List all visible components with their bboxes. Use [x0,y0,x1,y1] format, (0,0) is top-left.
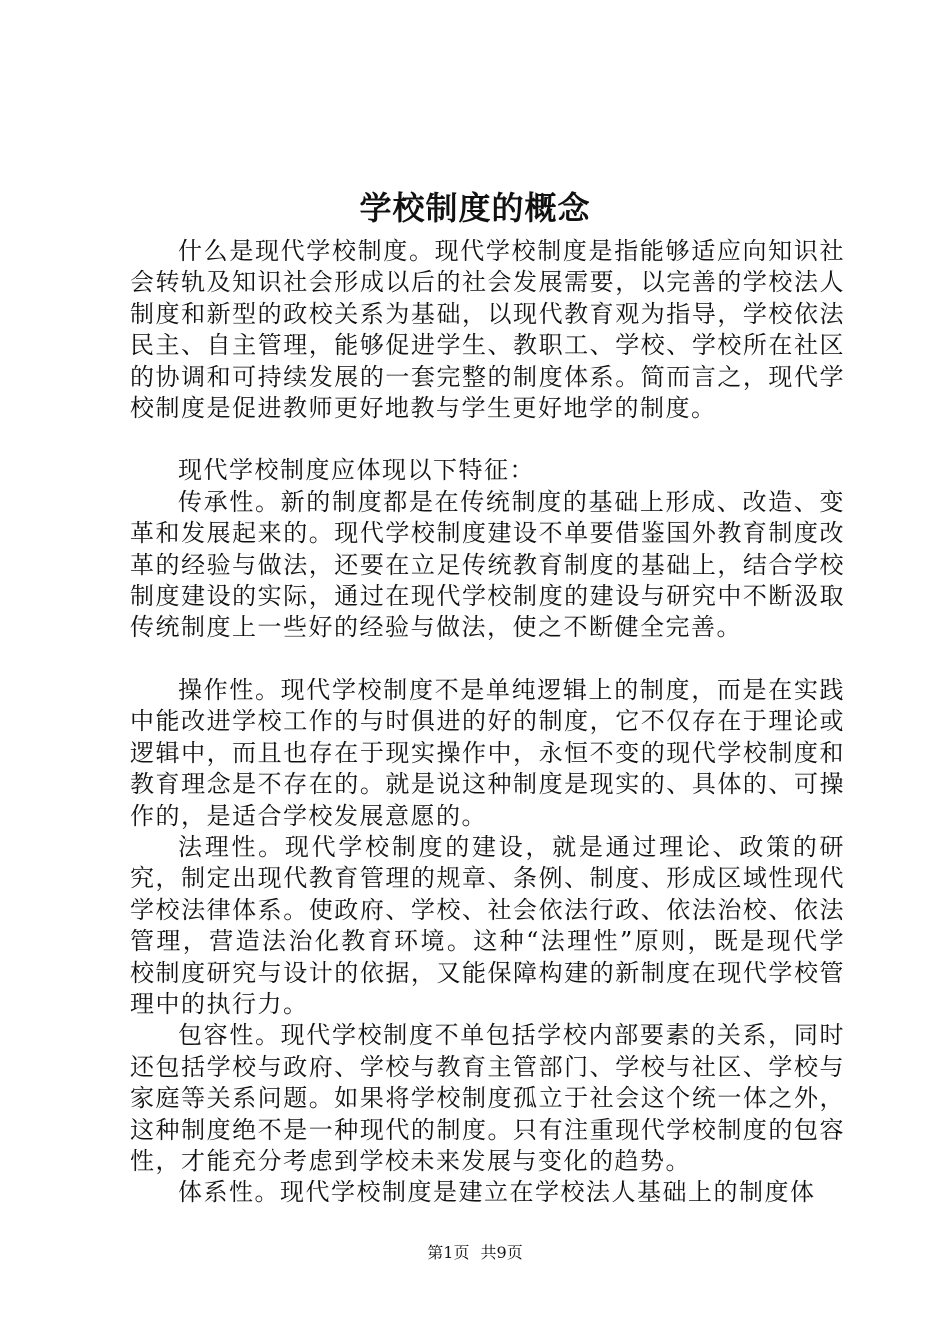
paragraph-systematicity: 体系性。现代学校制度是建立在学校法人基础上的制度体 [178,1178,816,1207]
paragraph-legality: 法理性。现代学校制度的建设，就是通过理论、政策的研究，制定出现代教育管理的规章、条例、制度、形成区域性现代学校法律体系。使政府、学校、社会依法行政、依法治校、依法管理，营造法治化教育环境。这种“法理性”原则，既是现代学校制度研究与设计的依据，又能保障构建的新制度在现代学校管理中的执行力。 [130,832,845,1018]
page-footer [0,1242,950,1264]
document-body [130,236,845,1209]
paragraph-features-intro: 现代学校制度应体现以下特征： [178,456,535,485]
page-total: 共9页 [480,1243,523,1262]
document-title: 学校制度的概念 [359,189,591,227]
paragraph-inclusiveness: 包容性。现代学校制度不单包括学校内部要素的关系，同时还包括学校与政府、学校与教育主管部门、学校与社区、学校与家庭等关系问题。如果将学校制度孤立于社会这个统一体之外，这种制度绝不是一种现代的制度。只有注重现代学校制度的包容性，才能充分考虑到学校未来发展与变化的趋势。 [130,1021,845,1175]
page-number: 第1页 [427,1243,470,1262]
paragraph-inheritance: 传承性。新的制度都是在传统制度的基础上形成、改造、变革和发展起来的。现代学校制度建设不单要借鉴国外教育制度改革的经验与做法，还要在立足传统教育制度的基础上，结合学校制度建设的实际，通过在现代学校制度的建设与研究中不断汲取传统制度上一些好的经验与做法，使之不断健全完善。 [130,487,845,642]
paragraph-operability: 操作性。现代学校制度不是单纯逻辑上的制度，而是在实践中能改进学校工作的与时俱进的好的制度，它不仅存在于理论或逻辑中，而且也存在于现实操作中，永恒不变的现代学校制度和教育理念是不存在的。就是说这种制度是现实的、具体的、可操作的，是适合学校发展意愿的。 [130,675,845,830]
paragraph-gap [130,424,845,455]
paragraph-definition: 什么是现代学校制度。现代学校制度是指能够适应向知识社会转轨及知识社会形成以后的社会发展需要，以完善的学校法人制度和新型的政校关系为基础，以现代教育观为指导，学校依法民主、自主管理，能够促进学生、教职工、学校、学校所在社区的协调和可持续发展的一套完整的制度体系。简而言之，现代学校制度是促进教师更好地教与学生更好地学的制度。 [130,237,845,423]
paragraph-gap [130,644,845,675]
